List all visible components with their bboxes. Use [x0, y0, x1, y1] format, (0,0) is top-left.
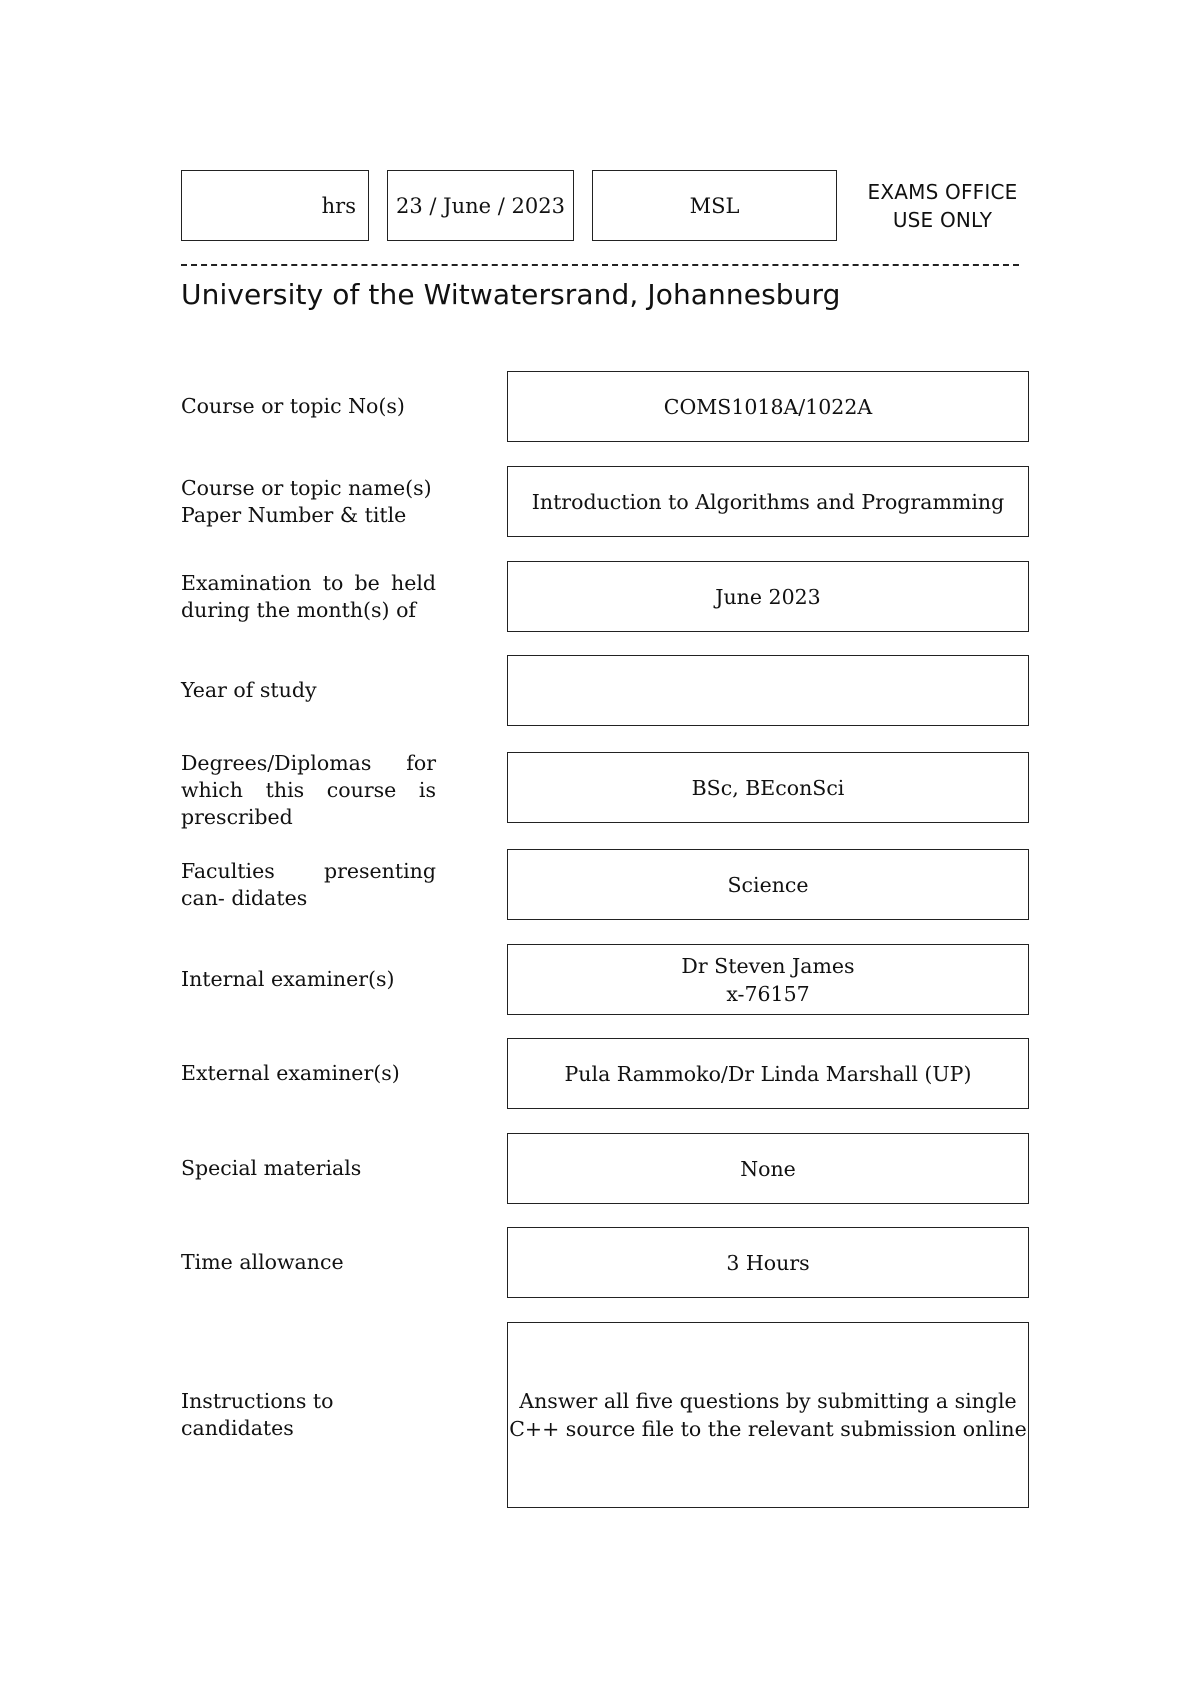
degrees-label: Degrees/Diplomas for which this course is prescribed	[181, 750, 436, 829]
degrees-field: BSc, BEconSci	[507, 752, 1029, 823]
university-name: University of the Witwatersrand, Johannesburg	[181, 278, 841, 311]
date-box	[387, 170, 574, 241]
special-materials-field: None	[507, 1133, 1029, 1204]
instructions-field: Answer all five questions by submitting a single C++ source file to the relevant submission online	[507, 1322, 1029, 1508]
course-name-field: Introduction to Algorithms and Programming	[507, 466, 1029, 537]
internal-examiner-field: Dr Steven James x-76157	[507, 944, 1029, 1015]
exams-office-use-only-label: EXAMS OFFICE USE ONLY	[867, 180, 1018, 232]
time-allowance-label: Time allowance	[181, 1250, 344, 1274]
time-allowance-field: 3 Hours	[507, 1227, 1029, 1298]
exam-venue: MSL	[689, 193, 740, 218]
year-of-study-field	[507, 655, 1029, 726]
venue-box	[592, 170, 837, 241]
hours-label: hrs	[321, 193, 356, 218]
exam-month-label: Examination to be held during the month(s) of	[181, 570, 436, 622]
course-name-label: Course or topic name(s) Paper Number & title	[181, 475, 432, 527]
instructions-label: Instructions to candidates	[181, 1389, 334, 1440]
course-number-label: Course or topic No(s)	[181, 394, 405, 418]
year-of-study-label: Year of study	[181, 678, 317, 702]
dashed-divider	[181, 264, 1019, 266]
external-examiner-field: Pula Rammoko/Dr Linda Marshall (UP)	[507, 1038, 1029, 1109]
hours-box	[181, 170, 369, 241]
faculties-label: Faculties presenting can- didates	[181, 858, 436, 910]
external-examiner-label: External examiner(s)	[181, 1061, 400, 1085]
internal-examiner-label: Internal examiner(s)	[181, 967, 395, 991]
exam-month-field: June 2023	[507, 561, 1029, 632]
faculties-field: Science	[507, 849, 1029, 920]
course-number-field: COMS1018A/1022A	[507, 371, 1029, 442]
exam-date: 23 / June / 2023	[396, 193, 565, 218]
special-materials-label: Special materials	[181, 1156, 362, 1180]
